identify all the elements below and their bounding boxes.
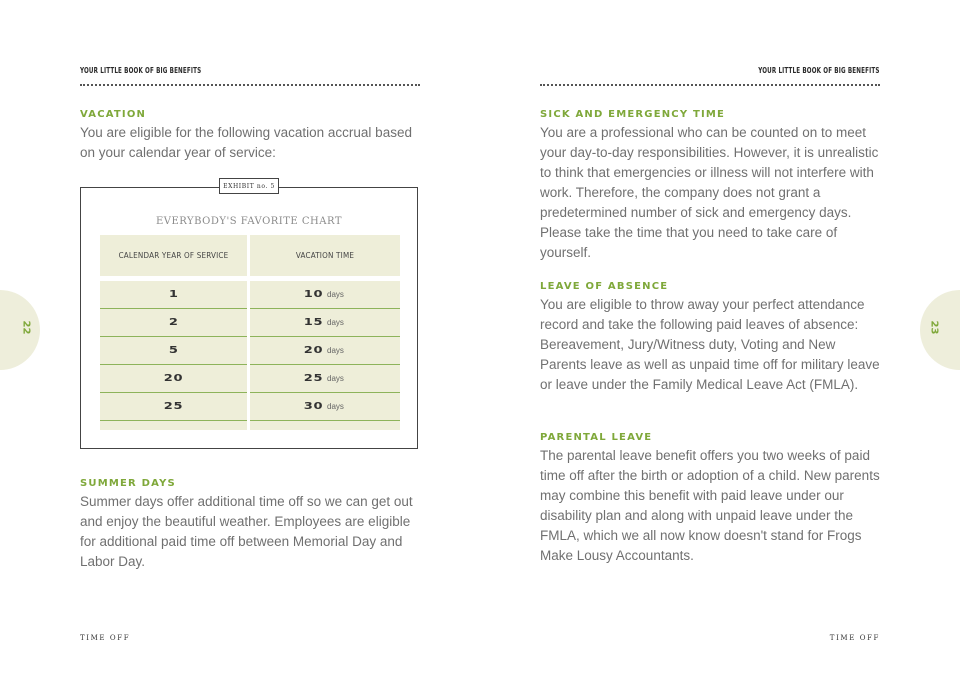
days-unit: days — [327, 374, 344, 383]
vacation-time-cell — [250, 309, 400, 337]
sick-title: SICK AND EMERGENCY TIME — [540, 109, 726, 120]
table-row — [100, 365, 400, 393]
parental-title: PARENTAL LEAVE — [540, 432, 653, 443]
page-tab — [920, 290, 960, 370]
days-value: 10 — [303, 289, 324, 300]
days-value: 30 — [303, 401, 324, 412]
year-cell — [100, 393, 247, 421]
right-page — [480, 0, 960, 680]
vacation-time-cell — [250, 365, 400, 393]
table-footer-strip — [100, 421, 400, 430]
footer-section: TIME OFF — [829, 634, 880, 642]
table-row — [100, 281, 400, 309]
days-unit: days — [327, 290, 344, 299]
column-header-time: VACATION TIME — [250, 235, 400, 276]
year-value: 2 — [168, 317, 179, 328]
running-head: YOUR LITTLE BOOK OF BIG BENEFITS — [80, 66, 202, 75]
year-value: 25 — [163, 401, 184, 412]
year-value: 1 — [168, 289, 179, 300]
days-value: 25 — [303, 373, 324, 384]
year-cell — [100, 281, 247, 309]
table-row — [100, 337, 400, 365]
exhibit-label: EXHIBIT no. 5 — [219, 178, 279, 194]
year-cell — [100, 337, 247, 365]
page-number: 22 — [20, 320, 32, 335]
vacation-body: You are eligible for the following vacation accrual based on your calendar year of service: — [80, 125, 412, 160]
table-header — [100, 235, 400, 276]
summer-days-title: SUMMER DAYS — [80, 478, 176, 489]
year-value: 20 — [163, 373, 184, 384]
year-value: 5 — [168, 345, 179, 356]
vacation-time-cell — [250, 393, 400, 421]
footer-section: TIME OFF — [80, 634, 131, 642]
chart-title: EVERYBODY'S FAVORITE CHART — [155, 216, 343, 227]
sick-body: You are a professional who can be counted on to meet your day-to-day responsibilities. However, it is unrealistic to think that emergencies or illness will not interfere with work. Therefore, the company does not grant a predetermined number of sick and emergency days. Please take the time that you need to take care of yourself. — [540, 125, 879, 260]
days-value: 20 — [303, 345, 324, 356]
days-unit: days — [327, 318, 344, 327]
year-cell — [100, 309, 247, 337]
year-cell — [100, 365, 247, 393]
vacation-table — [100, 235, 400, 430]
dotted-rule — [540, 84, 880, 86]
days-value: 15 — [303, 317, 324, 328]
vacation-time-cell — [250, 337, 400, 365]
table-row — [100, 309, 400, 337]
days-unit: days — [327, 402, 344, 411]
parental-body: The parental leave benefit offers you two weeks of paid time off after the birth or adoption of a child. New parents may combine this benefit with paid leave under our disability plan and along with unpaid leave under the FMLA, which we all now know doesn't stand for Frogs Make Lousy Accountants. — [540, 448, 880, 563]
vacation-time-cell — [250, 281, 400, 309]
table-row — [100, 393, 400, 421]
dotted-rule — [80, 84, 420, 86]
leave-title: LEAVE OF ABSENCE — [540, 281, 669, 292]
summer-days-body: Summer days offer additional time off so we can get out and enjoy the beautiful weather. Employees are eligible for additional paid time off between Memorial Day and Labor Day. — [80, 494, 413, 569]
running-head: YOUR LITTLE BOOK OF BIG BENEFITS — [758, 66, 880, 75]
days-unit: days — [327, 346, 344, 355]
vacation-title: VACATION — [80, 109, 147, 120]
column-header-year: CALENDAR YEAR OF SERVICE — [100, 235, 247, 276]
page-number: 23 — [928, 320, 940, 335]
leave-body: You are eligible to throw away your perfect attendance record and take the following paid leaves of absence: Bereavement, Jury/Witness duty, Voting and New Parents leave as well as unpaid time off for military leave or leave under the Family Medical Leave Act (FMLA). — [540, 297, 880, 392]
